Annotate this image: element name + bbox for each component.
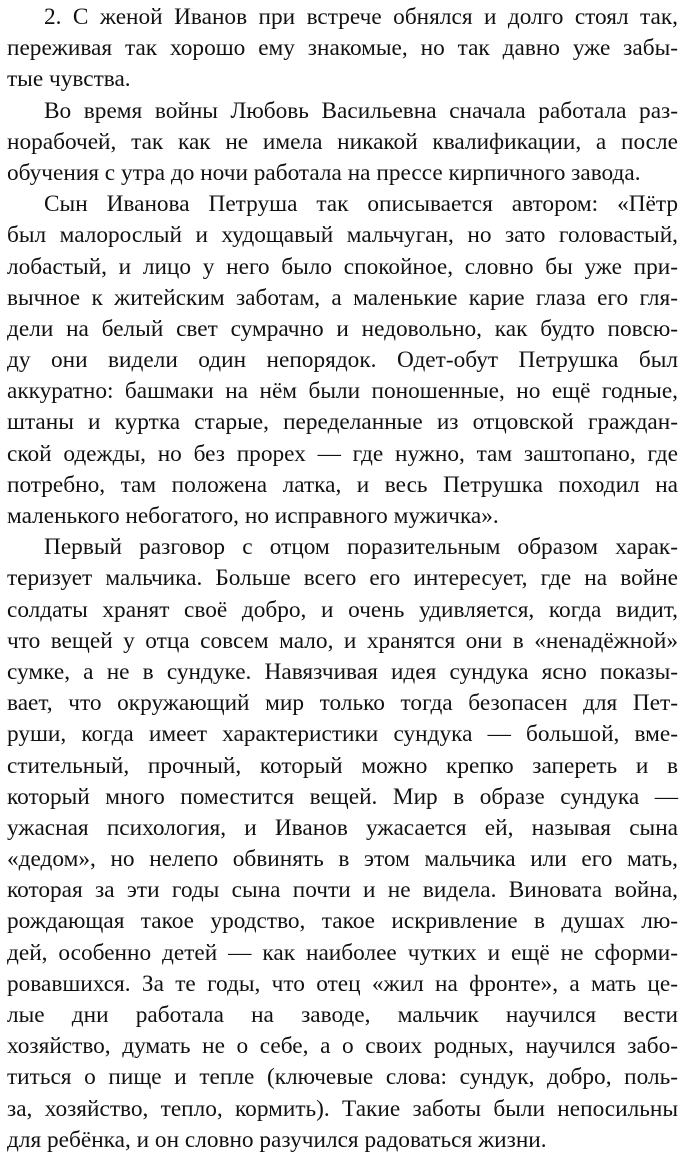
paragraph [7, 96, 678, 190]
text-line: норабочей, так как не имела никакой квалификации, а после [7, 128, 678, 155]
text-line: сумке, а не в сундуке. Навязчивая идея сундука ясно показы- [7, 658, 678, 685]
text-line: солдаты хранят своё добро, и очень удивляется, когда видит, [7, 596, 678, 623]
text-line: Первый разговор с отцом поразительным образом харак- [44, 534, 678, 561]
text-line: хозяйство, думать не о себе, а о своих родных, научился забо- [7, 1033, 678, 1060]
text-line: переживая так хорошо ему знакомые, но так давно уже забы- [7, 35, 678, 62]
text-line: 2. С женой Иванов при встрече обнялся и долго стоял так, [44, 4, 678, 30]
text-line: титься о пище и тепле (ключевые слова: сундук, добро, поль- [7, 1064, 678, 1091]
text-line: лобастый, и лицо у него было спокойное, словно бы уже при- [7, 253, 678, 280]
text-line: Во время войны Любовь Васильевна сначала работала раз- [44, 97, 678, 124]
paragraph [7, 532, 678, 1156]
text-line: руши, когда имеет характеристики сундука — большой, вме- [7, 721, 678, 748]
text-line: ровавшихся. За те годы, что отец «жил на фронте», а мать це- [7, 970, 678, 997]
text-line: обучения с утра до ночи работала на прессе кирпичного завода. [7, 159, 641, 186]
text-body [7, 2, 678, 1156]
text-line: ужасная психология, и Иванов ужасается ей, называя сына [7, 814, 678, 841]
text-line: что вещей у отца совсем мало, и хранятся они в «ненадёжной» [7, 627, 678, 654]
text-line: лые дни работала на заводе, мальчик научился вести [7, 1002, 678, 1028]
text-line: стительный, прочный, который можно крепко запереть и в [7, 752, 678, 779]
text-line: дели на белый свет сумрачно и недовольно, как будто повсю- [7, 315, 678, 342]
text-line: был малорослый и худощавый мальчуган, но зато головастый, [7, 222, 678, 249]
text-line: дей, особенно детей — как наиболее чутких и ещё не сформи- [7, 939, 678, 966]
text-line: «дедом», но нелепо обвинять в этом мальчика или его мать, [7, 846, 678, 873]
paragraph [7, 2, 678, 96]
paragraph [7, 189, 678, 532]
text-line: вает, что окружающий мир только тогда безопасен для Пет- [7, 690, 678, 717]
text-line: рождающая такое уродство, такое искривление в душах лю- [7, 908, 678, 935]
text-line: тые чувства. [7, 66, 131, 93]
text-line: аккуратно: башмаки на нём были поношенные, но ещё годные, [7, 378, 678, 405]
text-line: который много поместится вещей. Мир в образе сундука — [7, 783, 678, 810]
text-line: потребно, там положена латка, и весь Петрушка походил на [7, 471, 678, 498]
text-line: теризует мальчика. Больше всего его интересует, где на войне [7, 565, 678, 592]
text-line: штаны и куртка старые, переделанные из отцовской граждан- [7, 409, 678, 436]
text-line: для ребёнка, и он словно разучился радоваться жизни. [7, 1126, 547, 1153]
text-line: которая за эти годы сына почти и не видела. Виновата война, [7, 877, 678, 904]
text-line: ду они видели один непорядок. Одет-обут Петрушка был [7, 347, 678, 374]
text-line: вычное к житейским заботам, а маленькие карие глаза его гля- [7, 284, 678, 311]
text-line: Сын Иванова Петруша так описывается автором: «Пётр [44, 191, 678, 218]
text-line: ской одежды, но без прорех — где нужно, там заштопано, где [7, 440, 678, 467]
text-line: маленького небогатого, но исправного мужичка». [7, 503, 499, 529]
text-line: за, хозяйство, тепло, кормить). Такие заботы были непосильны [7, 1095, 678, 1122]
